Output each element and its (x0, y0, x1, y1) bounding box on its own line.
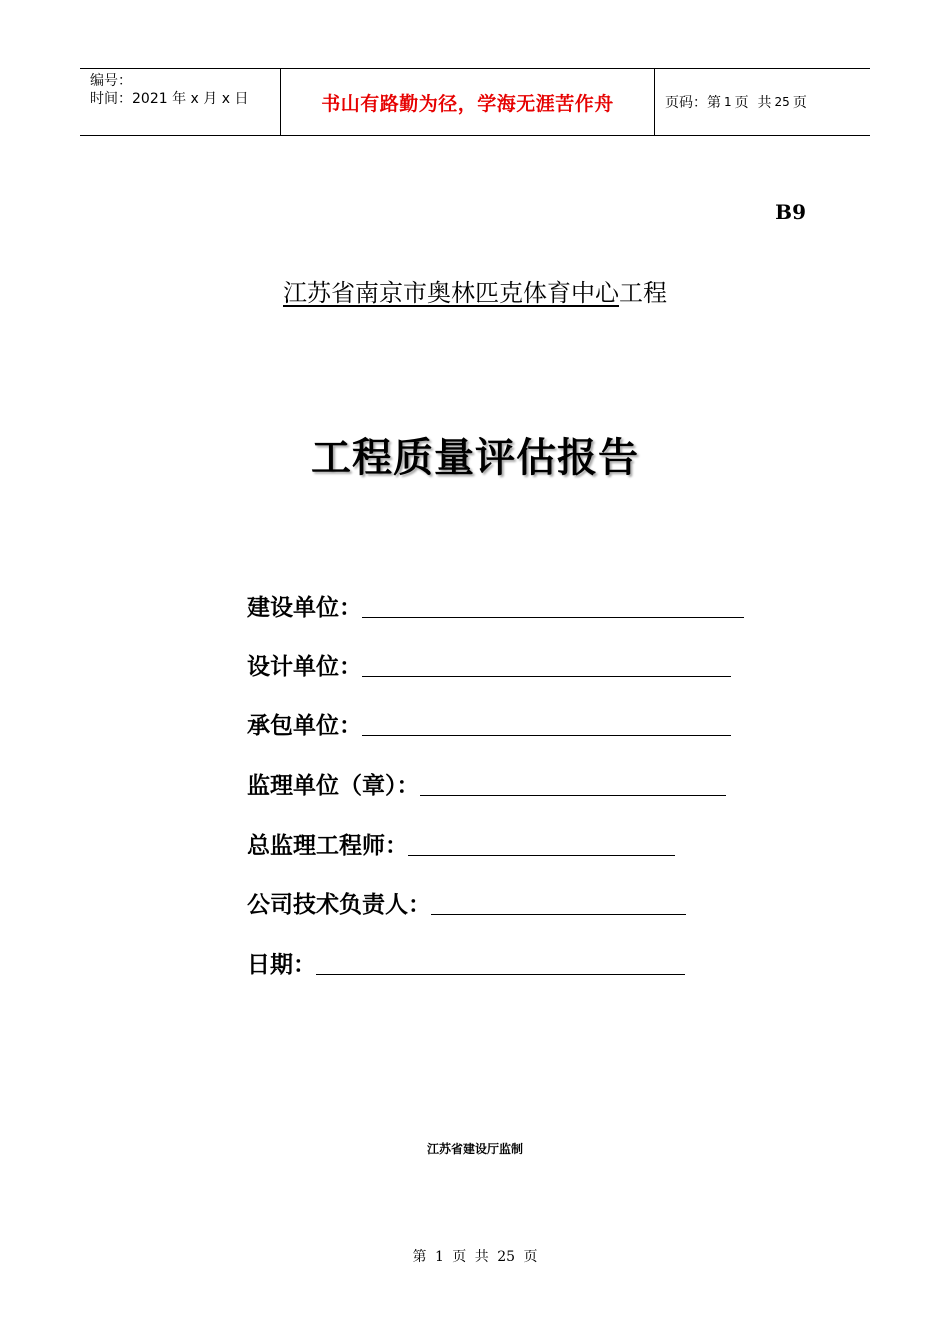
field-label: 监理单位（章）： (247, 773, 420, 799)
project-name (0, 273, 950, 308)
page-title: 工程质量评估报告 (311, 435, 639, 481)
issuer: 江苏省建设厅监制 (426, 1142, 523, 1156)
field-contractor-unit (247, 706, 731, 740)
field-blank-line[interactable] (316, 948, 685, 975)
field-label: 公司技术负责人： (247, 892, 431, 918)
page-total: 25 (774, 95, 790, 109)
project-name-underlined: 江苏省南京市奥林匹克体育中心 (283, 279, 619, 307)
motto: 书山有路勤为径，学海无涯苦作舟 (281, 69, 655, 135)
field-label: 日期： (247, 952, 316, 978)
field-blank-line[interactable] (362, 591, 744, 618)
header-meta (80, 69, 281, 135)
project-name-rest: 工程 (619, 279, 667, 307)
field-blank-line[interactable] (431, 888, 686, 915)
page-prefix: 页码：第 (665, 95, 721, 111)
field-design-unit (247, 647, 731, 681)
field-chief-supervisor (247, 826, 675, 860)
form-code: B9 (775, 200, 806, 224)
header-table (80, 68, 870, 136)
field-construction-unit (247, 588, 744, 622)
field-blank-line[interactable] (362, 650, 731, 677)
page-suffix: 页 (792, 95, 807, 111)
field-supervision-unit (247, 766, 726, 800)
field-blank-line[interactable] (408, 829, 675, 856)
field-date (247, 945, 685, 979)
page-current: 1 (724, 95, 732, 109)
page-indicator (655, 69, 870, 135)
field-label: 设计单位： (247, 654, 362, 680)
number-label: 编号： (90, 73, 132, 89)
page-mid: 页 共 (734, 95, 772, 111)
field-label: 总监理工程师： (247, 833, 408, 859)
field-technical-director (247, 885, 686, 919)
field-label: 建设单位： (247, 595, 362, 621)
field-label: 承包单位： (247, 713, 362, 739)
field-blank-line[interactable] (362, 709, 731, 736)
footer-page-number: 第 1 页 共 25 页 (412, 1249, 538, 1265)
time-label: 时间：2021 年 x 月 x 日 (90, 91, 249, 107)
field-blank-line[interactable] (420, 769, 726, 796)
